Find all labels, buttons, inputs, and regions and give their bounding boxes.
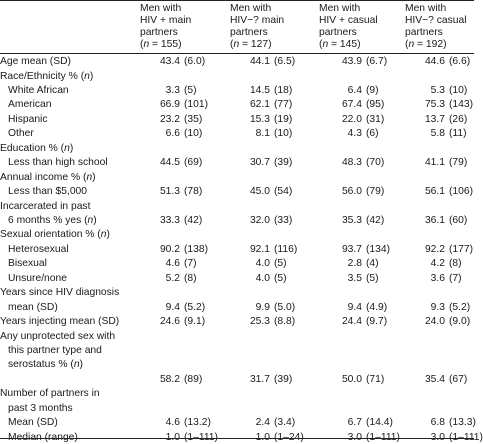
- header-line: partners: [140, 27, 178, 38]
- table-row: [0, 388, 474, 400]
- cell-detail: (8): [449, 258, 462, 270]
- cell-detail: (116): [274, 243, 298, 255]
- cell-detail: (10): [449, 84, 468, 96]
- table-cell: [225, 215, 292, 227]
- table-cell: [225, 417, 295, 429]
- table-cell: [317, 374, 384, 386]
- row-label: Hispanic: [8, 113, 48, 125]
- table-cell: [225, 157, 292, 169]
- cell-detail: (10): [184, 128, 203, 140]
- cell-value: 41.1: [424, 157, 445, 169]
- cell-value: 3.3: [165, 84, 180, 96]
- cell-detail: (19): [274, 113, 293, 125]
- cell-value: 62.1: [249, 99, 270, 111]
- cell-detail: (4.9): [366, 301, 388, 313]
- cell-detail: (101): [184, 99, 209, 111]
- cell-value: 4.0: [255, 272, 270, 284]
- cell-detail: (14.4): [366, 417, 393, 429]
- cell-detail: (3.4): [274, 417, 296, 429]
- cell-detail: (78): [184, 186, 203, 197]
- cell-value: 6.8: [430, 417, 445, 429]
- table-row: [0, 287, 474, 299]
- table-cell: [400, 302, 470, 314]
- row-label: Race/Ethnicity % (n): [0, 70, 94, 82]
- table-cell: [135, 374, 202, 386]
- cell-value: 51.3: [159, 186, 180, 197]
- table-cell: [317, 215, 384, 227]
- table-cell: [225, 374, 292, 386]
- cell-value: 1.0: [165, 431, 180, 443]
- cell-value: 3.6: [430, 272, 445, 284]
- cell-detail: (13.3): [449, 417, 476, 429]
- cell-detail: (5): [274, 258, 287, 270]
- column-header-4: [405, 3, 467, 51]
- cell-detail: (39): [274, 373, 293, 385]
- table-cell: [135, 157, 202, 169]
- cell-value: 4.6: [165, 417, 180, 429]
- table-cell: [400, 114, 467, 126]
- table-cell: [317, 85, 379, 97]
- table-cell: [400, 157, 467, 169]
- cell-value: 30.7: [249, 157, 270, 169]
- header-line: (n = 155): [140, 39, 182, 50]
- cell-value: 66.9: [159, 99, 180, 111]
- cell-detail: (6): [366, 128, 379, 140]
- table-cell: [225, 114, 292, 126]
- row-label: mean (SD): [8, 301, 58, 313]
- cell-detail: (177): [449, 243, 474, 255]
- table-row: [0, 229, 474, 241]
- table-cell: [317, 56, 387, 68]
- cell-detail: (1–111): [449, 431, 483, 443]
- table-cell: [400, 215, 467, 227]
- row-label: 6 months % yes (n): [8, 214, 97, 226]
- cell-value: 24.6: [159, 316, 180, 328]
- cell-value: 24.4: [341, 316, 362, 328]
- table-cell: [400, 99, 473, 111]
- cell-detail: (70): [366, 157, 385, 169]
- cell-detail: (13.2): [184, 417, 211, 429]
- table-cell: [317, 273, 379, 285]
- row-label: Years injecting mean (SD): [0, 316, 120, 328]
- cell-value: 90.2: [159, 243, 180, 255]
- cell-value: 6.6: [165, 128, 180, 140]
- cell-value: 24.0: [424, 316, 445, 328]
- table-cell: [225, 85, 292, 97]
- cell-value: 50.0: [341, 373, 362, 385]
- table-row: [0, 345, 474, 357]
- cell-value: 35.4: [424, 373, 445, 385]
- table-cell: [135, 85, 197, 97]
- row-label: past 3 months: [8, 402, 73, 414]
- cell-value: 9.4: [165, 301, 180, 313]
- table-cell: [135, 114, 202, 126]
- cell-value: 25.3: [249, 316, 270, 328]
- row-label: Education % (n): [0, 142, 74, 154]
- table-row: [0, 85, 474, 97]
- cell-detail: (5.2): [449, 301, 471, 313]
- row-label: Unsure/none: [8, 272, 67, 284]
- table-cell: [135, 273, 197, 285]
- cell-value: 9.3: [430, 301, 445, 313]
- cell-value: 6.7: [347, 417, 362, 429]
- cell-value: 43.9: [341, 56, 362, 67]
- table-row: [0, 128, 474, 140]
- cell-detail: (35): [184, 113, 203, 125]
- table-cell: [400, 244, 473, 256]
- table-row: [0, 215, 474, 227]
- header-line: (n = 127): [230, 39, 272, 50]
- row-label: Incarcerated in past: [0, 200, 91, 212]
- row-label: serostatus % (n): [8, 359, 83, 371]
- cell-value: 35.3: [341, 214, 362, 226]
- row-label: Mean (SD): [8, 417, 58, 429]
- table-row: [0, 56, 474, 68]
- table-cell: [400, 273, 462, 285]
- cell-detail: (106): [449, 186, 474, 197]
- table-row: [0, 186, 474, 198]
- cell-value: 33.3: [159, 214, 180, 226]
- table-cell: [317, 99, 384, 111]
- header-line: Men with: [230, 3, 272, 14]
- table-cell: [400, 374, 467, 386]
- cell-value: 15.3: [249, 113, 270, 125]
- cell-value: 1.0: [255, 431, 270, 443]
- table-cell: [135, 99, 208, 111]
- cell-value: 56.0: [341, 186, 362, 197]
- table-cell: [400, 85, 467, 97]
- cell-detail: (9.7): [366, 316, 388, 328]
- table-row: [0, 331, 474, 343]
- table-row: [0, 359, 474, 371]
- cell-value: 4.0: [255, 258, 270, 270]
- table-row: [0, 71, 474, 83]
- header-line: Men with: [405, 3, 447, 14]
- row-label: Sexual orientation % (n): [0, 229, 110, 241]
- top-rule: [0, 0, 474, 1]
- cell-detail: (95): [366, 99, 385, 111]
- cell-detail: (7): [449, 272, 462, 284]
- table-cell: [317, 128, 379, 140]
- cell-value: 3.0: [347, 431, 362, 443]
- table-cell: [135, 128, 202, 140]
- table-cell: [400, 417, 476, 429]
- cell-detail: (1–24): [274, 431, 304, 443]
- cell-detail: (79): [449, 157, 468, 169]
- table-row: [0, 157, 474, 169]
- cell-value: 75.3: [424, 99, 445, 111]
- table-row: [0, 258, 474, 270]
- cell-detail: (1–111): [366, 431, 400, 443]
- cell-detail: (7): [184, 258, 197, 270]
- table-cell: [400, 258, 462, 270]
- table-cell: [317, 157, 384, 169]
- header-line: HIV + casual: [319, 15, 378, 26]
- cell-detail: (9.1): [184, 316, 206, 328]
- cell-value: 44.6: [424, 56, 445, 67]
- cell-value: 5.8: [430, 128, 445, 140]
- column-header-3: [319, 3, 378, 51]
- cell-value: 2.4: [255, 417, 270, 429]
- cell-value: 8.1: [255, 128, 270, 140]
- table-cell: [317, 302, 387, 314]
- table-row: [0, 403, 474, 415]
- header-line: HIV + main: [140, 15, 192, 26]
- cell-value: 31.7: [249, 373, 270, 385]
- header-line: HIV−? main: [230, 15, 285, 26]
- cell-value: 36.1: [424, 214, 445, 226]
- cell-detail: (42): [184, 214, 203, 226]
- cell-detail: (77): [274, 99, 293, 111]
- cell-detail: (71): [366, 373, 385, 385]
- header-line: Men with: [319, 3, 361, 14]
- cell-value: 4.6: [165, 258, 180, 270]
- table-cell: [135, 302, 205, 314]
- cell-detail: (11): [449, 128, 467, 140]
- cell-value: 3.5: [347, 272, 362, 284]
- cell-detail: (6.6): [449, 56, 471, 67]
- row-label: Other: [8, 128, 34, 140]
- cell-value: 5.2: [165, 272, 180, 284]
- table-row: [0, 417, 474, 429]
- cell-detail: (8.8): [274, 316, 296, 328]
- table-cell: [225, 258, 287, 270]
- cell-detail: (39): [274, 157, 293, 169]
- table-cell: [135, 417, 211, 429]
- cell-detail: (54): [274, 186, 293, 197]
- cell-detail: (138): [184, 243, 209, 255]
- table-row: [0, 114, 474, 126]
- table-row: [0, 201, 474, 213]
- row-label: Years since HIV diagnosis: [0, 287, 120, 299]
- column-header-2: [230, 3, 284, 51]
- cell-detail: (67): [449, 373, 468, 385]
- cell-detail: (5): [274, 272, 287, 284]
- header-line: partners: [319, 27, 357, 38]
- cell-detail: (5): [366, 272, 379, 284]
- table-row: [0, 172, 474, 184]
- table-cell: [225, 302, 295, 314]
- cell-value: 9.4: [347, 301, 362, 313]
- cell-detail: (6.0): [184, 56, 206, 67]
- table-cell: [400, 128, 467, 140]
- cell-value: 2.8: [347, 258, 362, 270]
- cell-value: 48.3: [341, 157, 362, 169]
- cell-detail: (5): [184, 84, 197, 96]
- cell-detail: (5.2): [184, 301, 206, 313]
- table-cell: [225, 56, 295, 68]
- cell-value: 93.7: [341, 243, 362, 255]
- cell-detail: (1–111): [184, 431, 218, 443]
- cell-value: 44.5: [159, 157, 180, 169]
- table-cell: [317, 186, 384, 198]
- cell-detail: (5.0): [274, 301, 296, 313]
- cell-value: 14.5: [249, 84, 270, 96]
- column-header-1: [140, 3, 191, 51]
- table-cell: [317, 244, 390, 256]
- cell-detail: (4): [366, 258, 379, 270]
- cell-detail: (9): [366, 84, 379, 96]
- header-rule: [0, 53, 474, 54]
- cell-value: 58.2: [159, 373, 180, 385]
- cell-value: 44.1: [249, 56, 270, 67]
- cell-detail: (10): [274, 128, 293, 140]
- table-cell: [225, 244, 297, 256]
- table-row: [0, 143, 474, 155]
- table-row: [0, 99, 474, 111]
- table-row: [0, 374, 474, 386]
- row-label: Less than $5,000: [8, 186, 88, 197]
- cell-detail: (8): [184, 272, 197, 284]
- cell-detail: (89): [184, 373, 203, 385]
- row-label: Median (range): [8, 431, 78, 443]
- table-cell: [317, 258, 379, 270]
- row-label: Any unprotected sex with: [0, 330, 116, 342]
- header-line: partners: [405, 27, 443, 38]
- row-label: Age mean (SD): [0, 56, 71, 67]
- table-row: [0, 316, 474, 328]
- cell-value: 6.4: [347, 84, 362, 96]
- table-row: [0, 244, 474, 256]
- cell-detail: (79): [366, 186, 385, 197]
- cell-detail: (18): [274, 84, 293, 96]
- bottom-rule: [0, 438, 474, 439]
- row-label: Heterosexual: [8, 243, 69, 255]
- cell-value: 45.0: [249, 186, 270, 197]
- cell-detail: (143): [449, 99, 474, 111]
- cell-value: 3.0: [430, 431, 445, 443]
- table-cell: [225, 128, 292, 140]
- cell-detail: (33): [274, 214, 293, 226]
- cell-value: 9.9: [255, 301, 270, 313]
- table-row: [0, 302, 474, 314]
- table-cell: [400, 316, 470, 328]
- table-cell: [317, 114, 384, 126]
- row-label: Number of partners in: [0, 388, 100, 400]
- cell-value: 43.4: [159, 56, 180, 67]
- cell-value: 56.1: [424, 186, 445, 197]
- cell-detail: (134): [366, 243, 391, 255]
- cell-value: 32.0: [249, 214, 270, 226]
- cell-value: 4.2: [430, 258, 445, 270]
- header-line: Men with: [140, 3, 182, 14]
- header-line: (n = 192): [405, 39, 447, 50]
- cell-value: 13.7: [424, 113, 445, 125]
- row-label: Bisexual: [8, 258, 47, 270]
- table-cell: [135, 258, 197, 270]
- table-cell: [400, 56, 470, 68]
- cell-detail: (42): [366, 214, 385, 226]
- row-label: Annual income % (n): [0, 171, 96, 183]
- table-cell: [225, 316, 295, 328]
- table-cell: [135, 316, 205, 328]
- cell-value: 92.2: [424, 243, 445, 255]
- cell-detail: (6.7): [366, 56, 388, 67]
- cell-value: 5.3: [430, 84, 445, 96]
- cell-detail: (26): [449, 113, 468, 125]
- header-line: partners: [230, 27, 268, 38]
- table-cell: [317, 316, 387, 328]
- cell-detail: (9.0): [449, 316, 471, 328]
- table-cell: [225, 99, 292, 111]
- table-row: [0, 273, 474, 285]
- cell-detail: (31): [366, 113, 385, 125]
- table-cell: [135, 186, 202, 198]
- cell-detail: (6.5): [274, 56, 296, 67]
- cell-detail: (60): [449, 214, 468, 226]
- header-line: HIV−? casual: [405, 15, 467, 26]
- table-cell: [135, 56, 205, 68]
- header-line: (n = 145): [319, 39, 361, 50]
- table-cell: [225, 186, 292, 198]
- cell-value: 22.0: [341, 113, 362, 125]
- cell-value: 23.2: [159, 113, 180, 125]
- row-label: this partner type and: [8, 345, 102, 356]
- table-cell: [135, 244, 208, 256]
- row-label: American: [8, 99, 52, 111]
- table-cell: [317, 417, 393, 429]
- cell-detail: (69): [184, 157, 203, 169]
- cell-value: 67.4: [341, 99, 362, 111]
- cell-value: 92.1: [249, 243, 270, 255]
- table-cell: [400, 186, 473, 198]
- table-cell: [135, 215, 202, 227]
- cell-value: 4.3: [347, 128, 362, 140]
- table-cell: [225, 273, 287, 285]
- row-label: Less than high school: [8, 157, 108, 169]
- row-label: White African: [8, 84, 69, 96]
